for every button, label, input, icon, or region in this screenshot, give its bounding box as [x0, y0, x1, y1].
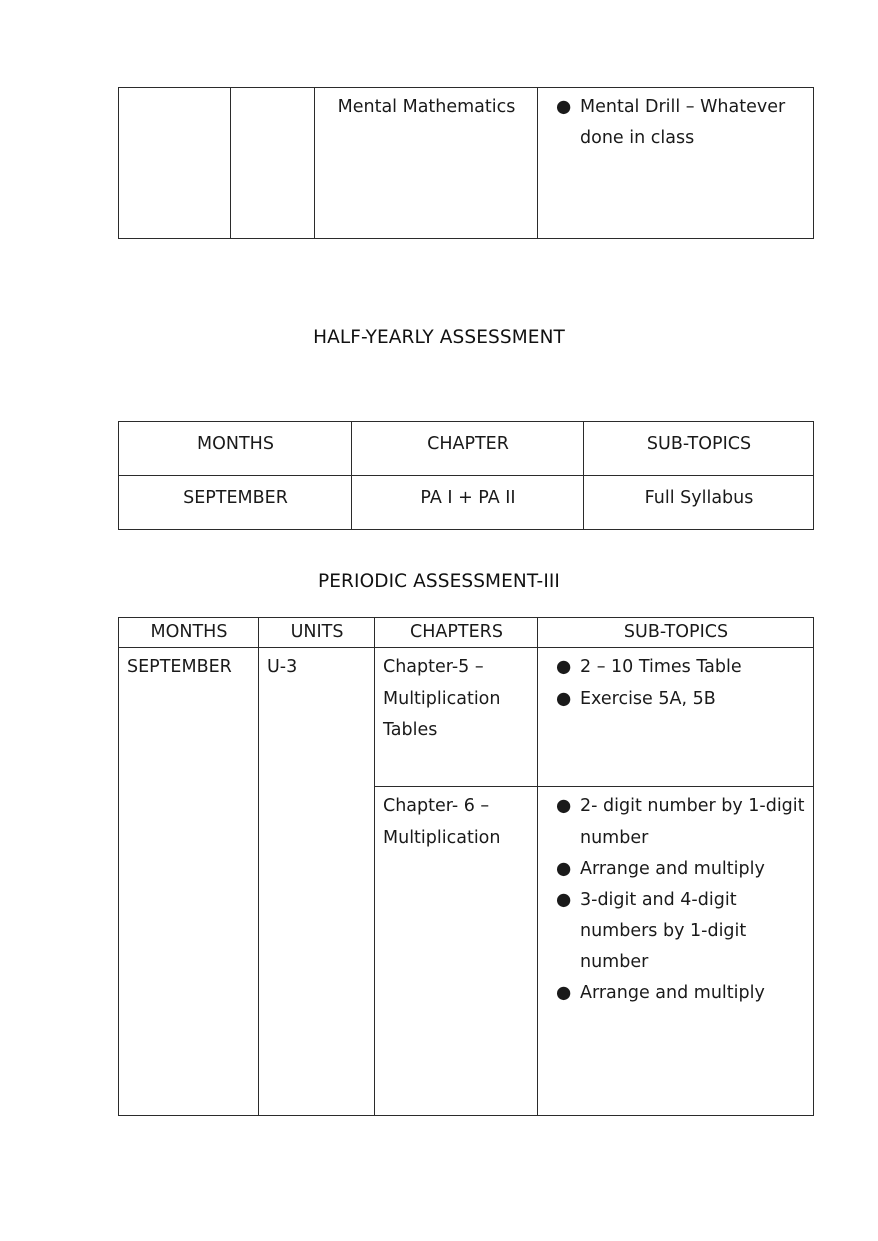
list-item-label: Arrange and multiply	[580, 983, 765, 1004]
list-item-label: Mental Drill – Whatever done in class	[580, 97, 786, 149]
periodic-3-cell-subtopics-chapter-6	[538, 787, 814, 1116]
half-yearly-cell-month: SEPTEMBER	[119, 476, 352, 530]
column-header-chapters: CHAPTERS	[375, 618, 538, 648]
mental-math-cell-months	[119, 88, 231, 239]
list-item-label: 2- digit number by 1-digit number	[580, 796, 805, 848]
list-item	[546, 791, 806, 853]
heading-half-yearly-assessment: HALF-YEARLY ASSESSMENT	[313, 327, 565, 348]
list-item	[546, 885, 806, 978]
bullet-icon: ●	[556, 983, 572, 1004]
table-row	[119, 88, 814, 239]
table-row	[119, 476, 814, 530]
column-header-sub-topics: SUB-TOPICS	[538, 618, 814, 648]
periodic-3-cell-subtopics-chapter-5	[538, 648, 814, 787]
column-header-sub-topics: SUB-TOPICS	[584, 422, 814, 476]
column-header-months: MONTHS	[119, 422, 352, 476]
list-item	[546, 652, 806, 683]
table-mental-mathematics	[118, 87, 814, 239]
mental-math-cell-units	[231, 88, 315, 239]
bullet-icon: ●	[556, 858, 572, 879]
half-yearly-cell-sub-topics: Full Syllabus	[584, 476, 814, 530]
half-yearly-cell-chapter: PA I + PA II	[352, 476, 584, 530]
list-item	[546, 854, 806, 885]
bullet-list	[546, 652, 806, 714]
table-periodic-assessment-3	[118, 617, 814, 1116]
periodic-3-cell-month: SEPTEMBER	[119, 648, 259, 1116]
bullet-list	[546, 92, 806, 154]
list-item-label: Arrange and multiply	[580, 858, 765, 879]
table-header-row	[119, 618, 814, 648]
list-item-label: 2 – 10 Times Table	[580, 657, 742, 678]
list-item-label: Exercise 5A, 5B	[580, 688, 716, 709]
list-item	[546, 684, 806, 715]
heading-periodic-assessment-3: PERIODIC ASSESSMENT-III	[318, 571, 560, 592]
bullet-icon: ●	[556, 889, 572, 910]
list-item-label: 3-digit and 4-digit numbers by 1-digit number	[580, 889, 747, 973]
column-header-chapter: CHAPTER	[352, 422, 584, 476]
periodic-3-cell-chapter-5: Chapter-5 – Multiplication Tables	[375, 648, 538, 787]
bullet-list	[546, 791, 806, 1009]
bullet-icon: ●	[556, 657, 572, 678]
periodic-3-cell-unit: U-3	[259, 648, 375, 1116]
column-header-units: UNITS	[259, 618, 375, 648]
list-item	[546, 92, 806, 154]
table-row	[119, 648, 814, 787]
list-item	[546, 978, 806, 1009]
periodic-3-cell-chapter-6: Chapter- 6 – Multiplication	[375, 787, 538, 1116]
mental-math-cell-subtopics	[538, 88, 814, 239]
bullet-icon: ●	[556, 796, 572, 817]
table-header-row	[119, 422, 814, 476]
column-header-months: MONTHS	[119, 618, 259, 648]
table-half-yearly-assessment	[118, 421, 814, 530]
bullet-icon: ●	[556, 688, 572, 709]
mental-math-cell-chapter: Mental Mathematics	[315, 88, 538, 239]
bullet-icon: ●	[556, 97, 572, 117]
